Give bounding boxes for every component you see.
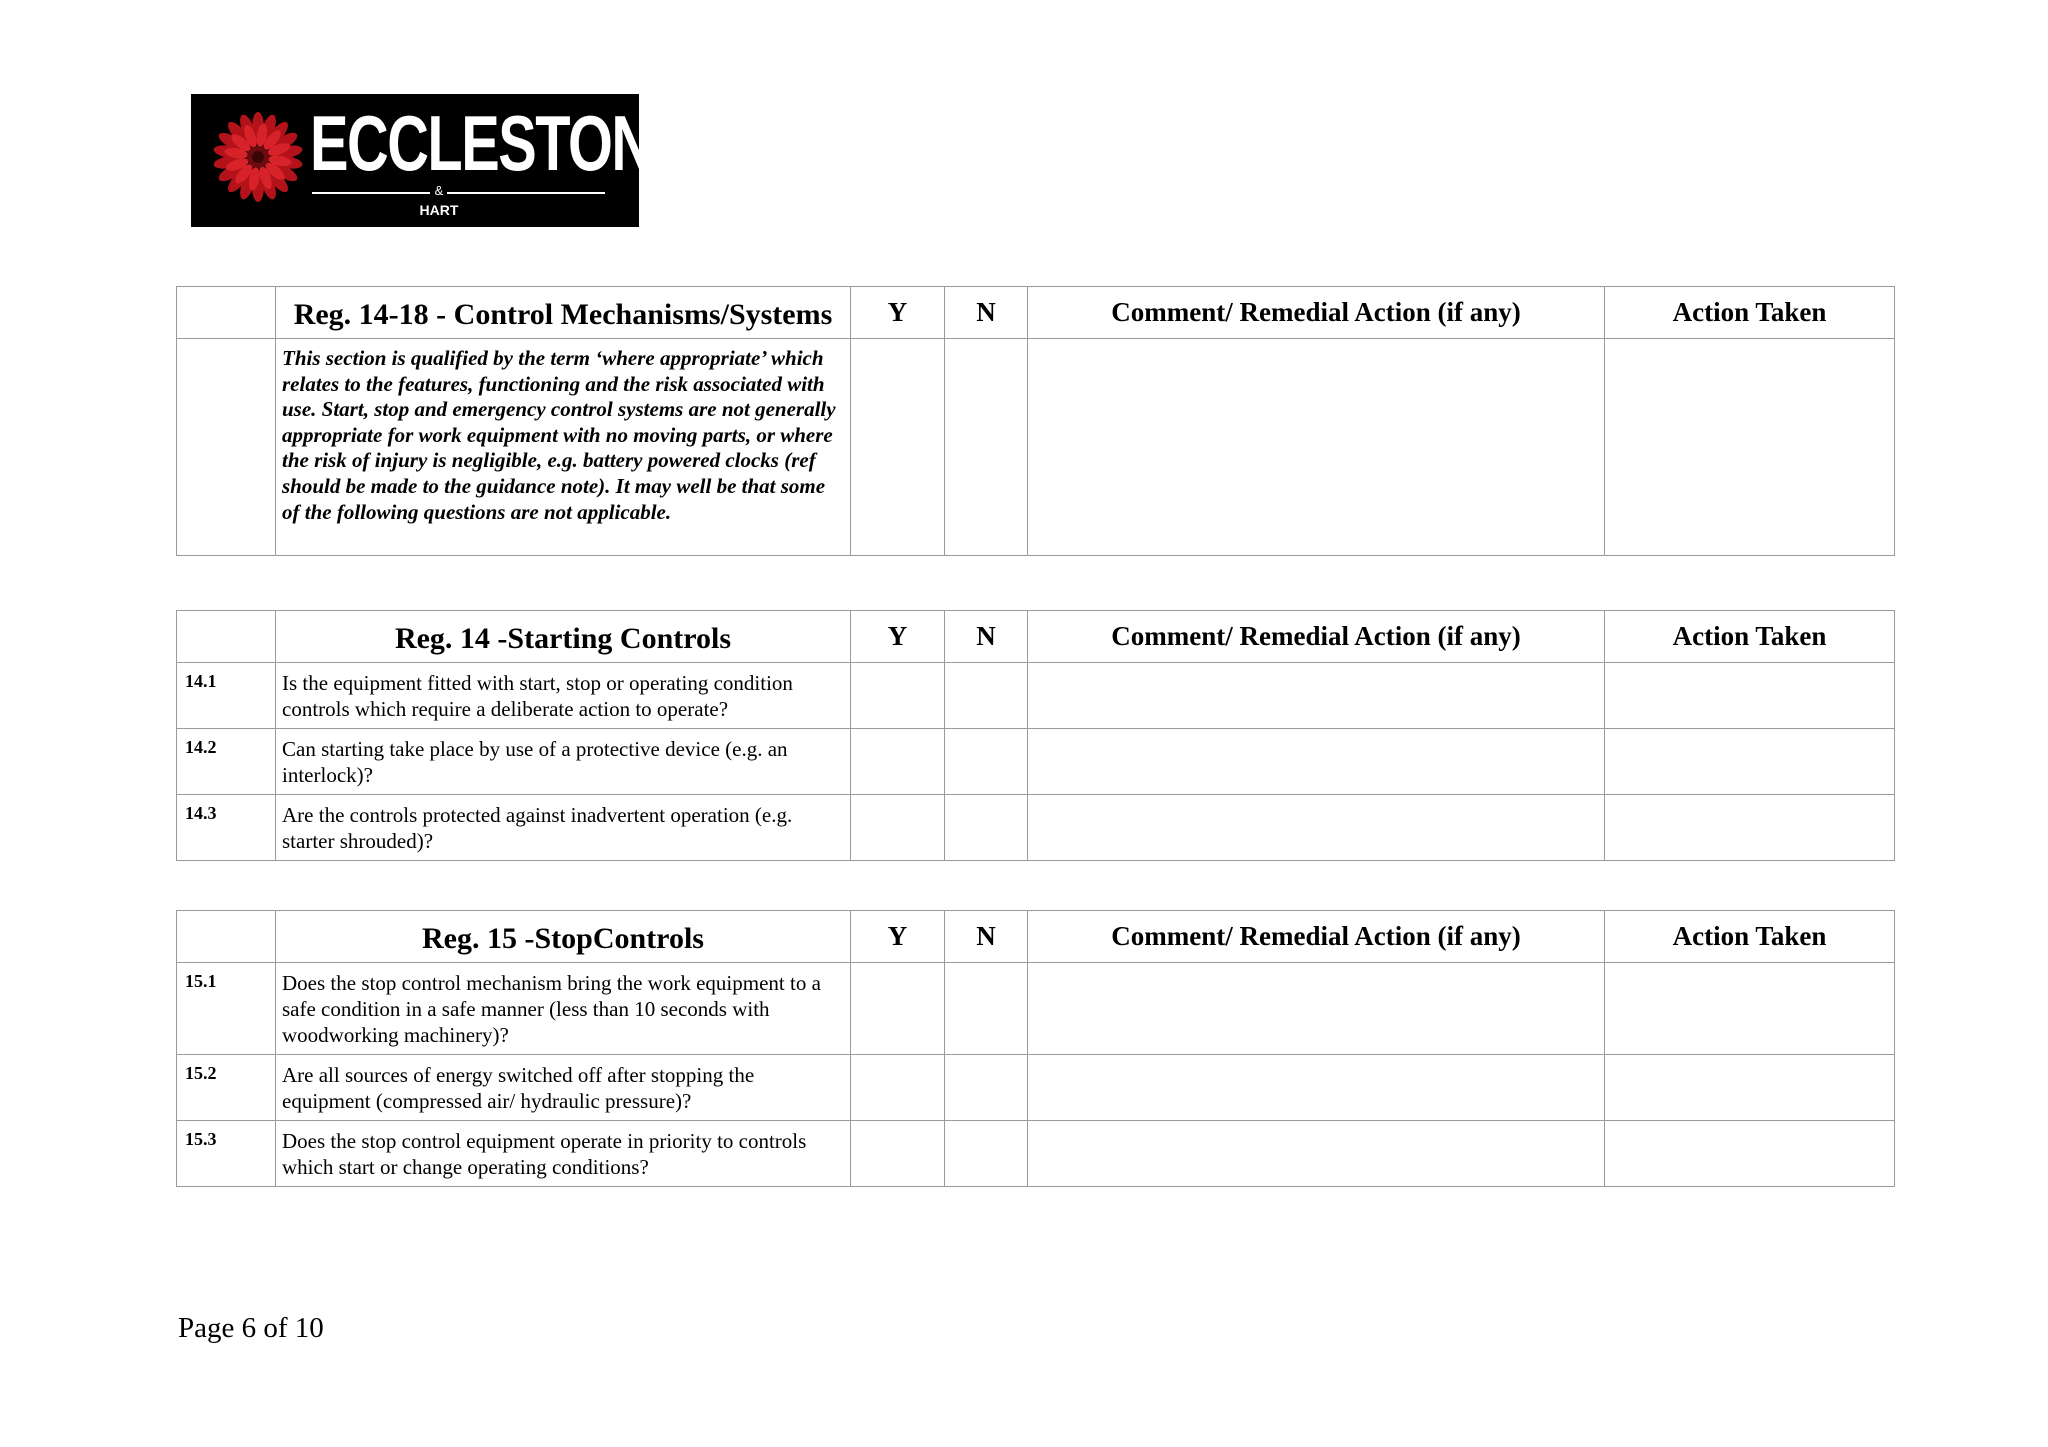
question-number: 14.1 bbox=[177, 663, 276, 729]
comment-column-header: Comment/ Remedial Action (if any) bbox=[1028, 287, 1605, 339]
yes-cell[interactable] bbox=[851, 1055, 945, 1121]
table-row bbox=[177, 1055, 1895, 1121]
table-row bbox=[177, 339, 1895, 556]
logo-rule-left bbox=[312, 192, 430, 194]
section-title: Reg. 15 -StopControls bbox=[276, 911, 851, 963]
logo-sub-text: HART bbox=[419, 202, 459, 218]
number-column-header bbox=[177, 911, 276, 963]
action-cell[interactable] bbox=[1605, 1121, 1895, 1187]
comment-cell[interactable] bbox=[1028, 1055, 1605, 1121]
no-column-header: N bbox=[945, 911, 1028, 963]
question-number: 15.2 bbox=[177, 1055, 276, 1121]
table-row bbox=[177, 729, 1895, 795]
logo-rule-right bbox=[447, 192, 605, 194]
table-row bbox=[177, 795, 1895, 861]
action-cell[interactable] bbox=[1605, 1055, 1895, 1121]
action-cell[interactable] bbox=[1605, 795, 1895, 861]
table-row bbox=[177, 1121, 1895, 1187]
section-title: Reg. 14-18 - Control Mechanisms/Systems bbox=[276, 287, 851, 339]
action-column-header: Action Taken bbox=[1605, 911, 1895, 963]
no-cell[interactable] bbox=[945, 663, 1028, 729]
no-column-header: N bbox=[945, 287, 1028, 339]
number-column-header bbox=[177, 287, 276, 339]
question-number: 15.3 bbox=[177, 1121, 276, 1187]
starting-controls-table bbox=[176, 610, 1895, 861]
yes-cell[interactable] bbox=[851, 963, 945, 1055]
comment-column-header: Comment/ Remedial Action (if any) bbox=[1028, 911, 1605, 963]
action-column-header: Action Taken bbox=[1605, 611, 1895, 663]
question-text: Can starting take place by use of a protective device (e.g. an interlock)? bbox=[276, 729, 851, 795]
action-cell[interactable] bbox=[1605, 663, 1895, 729]
table-header-row bbox=[177, 611, 1895, 663]
number-cell bbox=[177, 339, 276, 556]
gerbera-flower-icon bbox=[213, 112, 303, 202]
control-mechanisms-table bbox=[176, 286, 1895, 556]
comment-cell[interactable] bbox=[1028, 729, 1605, 795]
no-cell[interactable] bbox=[945, 963, 1028, 1055]
stop-controls-table bbox=[176, 910, 1895, 1187]
no-cell[interactable] bbox=[945, 1121, 1028, 1187]
section-title: Reg. 14 -Starting Controls bbox=[276, 611, 851, 663]
action-cell[interactable] bbox=[1605, 339, 1895, 556]
question-number: 14.3 bbox=[177, 795, 276, 861]
action-cell[interactable] bbox=[1605, 729, 1895, 795]
no-cell[interactable] bbox=[945, 339, 1028, 556]
no-cell[interactable] bbox=[945, 729, 1028, 795]
table-header-row bbox=[177, 287, 1895, 339]
no-cell[interactable] bbox=[945, 1055, 1028, 1121]
yes-cell[interactable] bbox=[851, 339, 945, 556]
question-text: Does the stop control mechanism bring the work equipment to a safe condition in a safe manner (less than 10 seconds with woodworking machinery)? bbox=[276, 963, 851, 1055]
logo-ampersand: & bbox=[434, 183, 444, 198]
question-text: Does the stop control equipment operate in priority to controls which start or change operating conditions? bbox=[276, 1121, 851, 1187]
yes-cell[interactable] bbox=[851, 729, 945, 795]
question-number: 15.1 bbox=[177, 963, 276, 1055]
number-column-header bbox=[177, 611, 276, 663]
company-logo bbox=[191, 94, 652, 227]
page-number: Page 6 of 10 bbox=[178, 1312, 324, 1344]
comment-cell[interactable] bbox=[1028, 339, 1605, 556]
question-text: Are all sources of energy switched off after stopping the equipment (compressed air/ hydraulic pressure)? bbox=[276, 1055, 851, 1121]
question-text: Are the controls protected against inadvertent operation (e.g. starter shrouded)? bbox=[276, 795, 851, 861]
action-cell[interactable] bbox=[1605, 963, 1895, 1055]
comment-column-header: Comment/ Remedial Action (if any) bbox=[1028, 611, 1605, 663]
no-column-header: N bbox=[945, 611, 1028, 663]
action-column-header: Action Taken bbox=[1605, 287, 1895, 339]
table-row bbox=[177, 963, 1895, 1055]
comment-cell[interactable] bbox=[1028, 795, 1605, 861]
yes-cell[interactable] bbox=[851, 663, 945, 729]
question-text: Is the equipment fitted with start, stop or operating condition controls which require a deliberate action to operate? bbox=[276, 663, 851, 729]
yes-column-header: Y bbox=[851, 287, 945, 339]
comment-cell[interactable] bbox=[1028, 1121, 1605, 1187]
comment-cell[interactable] bbox=[1028, 663, 1605, 729]
yes-cell[interactable] bbox=[851, 1121, 945, 1187]
question-number: 14.2 bbox=[177, 729, 276, 795]
yes-cell[interactable] bbox=[851, 795, 945, 861]
yes-column-header: Y bbox=[851, 911, 945, 963]
logo-brand-text: ECCLESTON bbox=[310, 99, 652, 187]
no-cell[interactable] bbox=[945, 795, 1028, 861]
table-header-row bbox=[177, 911, 1895, 963]
yes-column-header: Y bbox=[851, 611, 945, 663]
table-row bbox=[177, 663, 1895, 729]
comment-cell[interactable] bbox=[1028, 963, 1605, 1055]
section-intro-text: This section is qualified by the term ‘where appropriate’ which relates to the features, functioning and the risk associated with use. Start, stop and emergency control systems are not generally appropriate for work equipment with no moving parts, or where the risk of injury is negligible, e.g. battery powered clocks (ref should be made to the guidance note). It may well be that some of the following questions are not applicable. bbox=[276, 339, 851, 556]
